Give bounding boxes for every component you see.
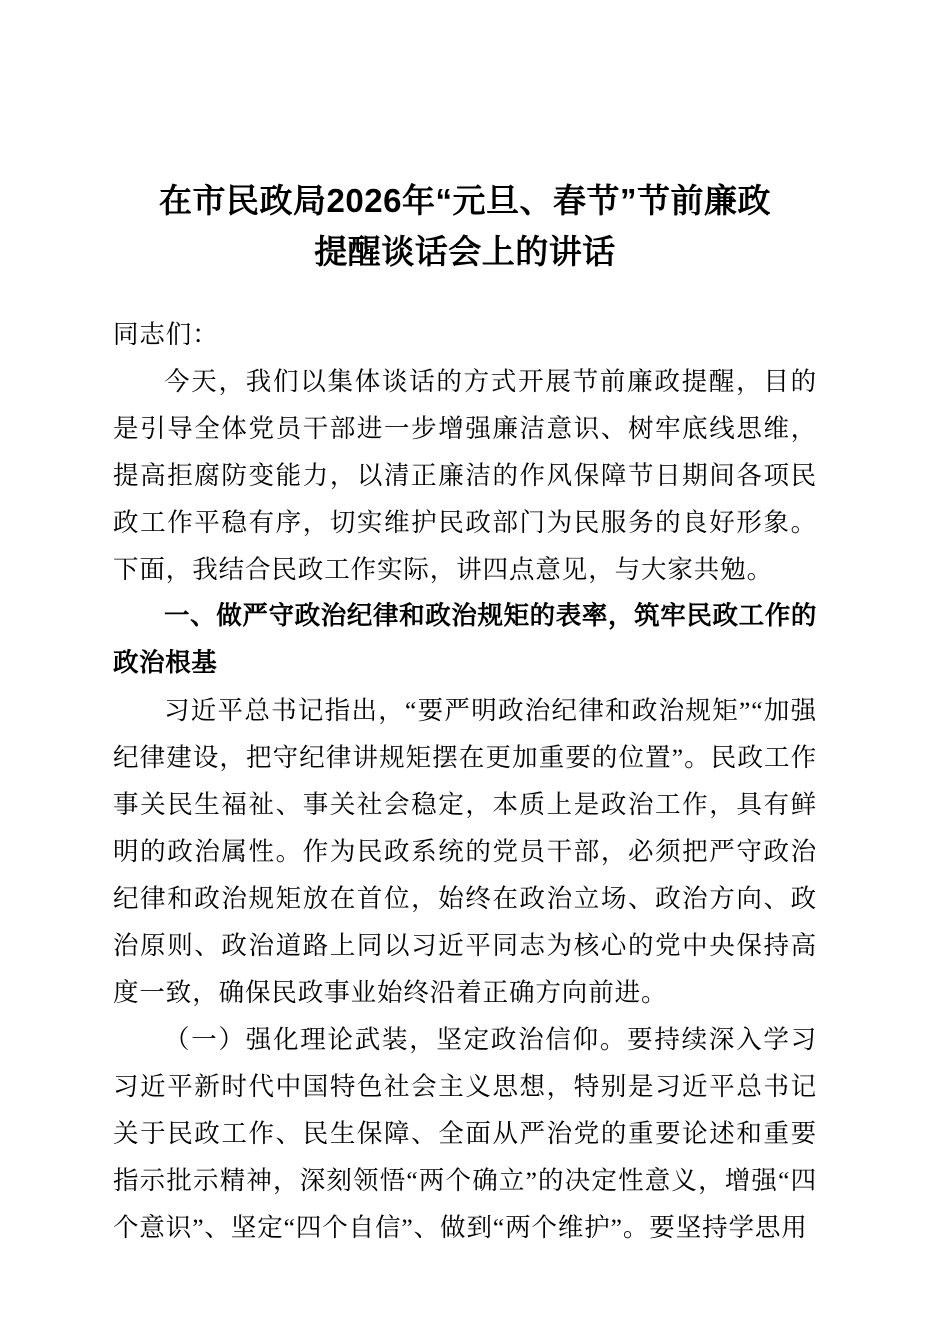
page-title-line-2: 提醒谈话会上的讲话 — [314, 233, 616, 270]
section-heading-1: 一、做严守政治纪律和政治规矩的表率，筑牢民政工作的政治根基 — [113, 602, 817, 677]
page-title-line-1: 在市民政局2026年“元旦、春节”节前廉政 — [159, 182, 771, 219]
body-paragraph-1: 今天，我们以集体谈话的方式开展节前廉政提醒，目的是引导全体党员干部进一步增强廉洁意识、树牢底线思维，提高拒腐防变能力，以清正廉洁的作风保障节日期间各项民政工作平稳有序，切实维护民政部门为民服务的良好形象。下面，我结合民政工作实际，讲四点意见，与大家共勉。 — [113, 367, 817, 584]
page-title — [113, 175, 817, 277]
salutation: 同志们： — [113, 320, 219, 349]
body-paragraph-3: （一）强化理论武装，坚定政治信仰。要持续深入学习习近平新时代中国特色社会主义思想，特别是习近平总书记关于民政工作、民生保障、全面从严治党的重要论述和重要指示批示精神，深刻领悟“两个确立”的决定性意义，增强“四个意识”、坚定“四个自信”、做到“两个维护”。要坚持学思用 — [113, 1025, 817, 1242]
body-paragraph-2: 习近平总书记指出，“要严明政治纪律和政治规矩”“加强纪律建设，把守纪律讲规矩摆在更加重要的位置”。民政工作事关民生福祉、事关社会稳定，本质上是政治工作，具有鲜明的政治属性。作为民政系统的党员干部，必须把严守政治纪律和政治规矩放在首位，始终在政治立场、政治方向、政治原则、政治道路上同以习近平同志为核心的党中央保持高度一致，确保民政事业始终沿着正确方向前进。 — [113, 696, 817, 1007]
